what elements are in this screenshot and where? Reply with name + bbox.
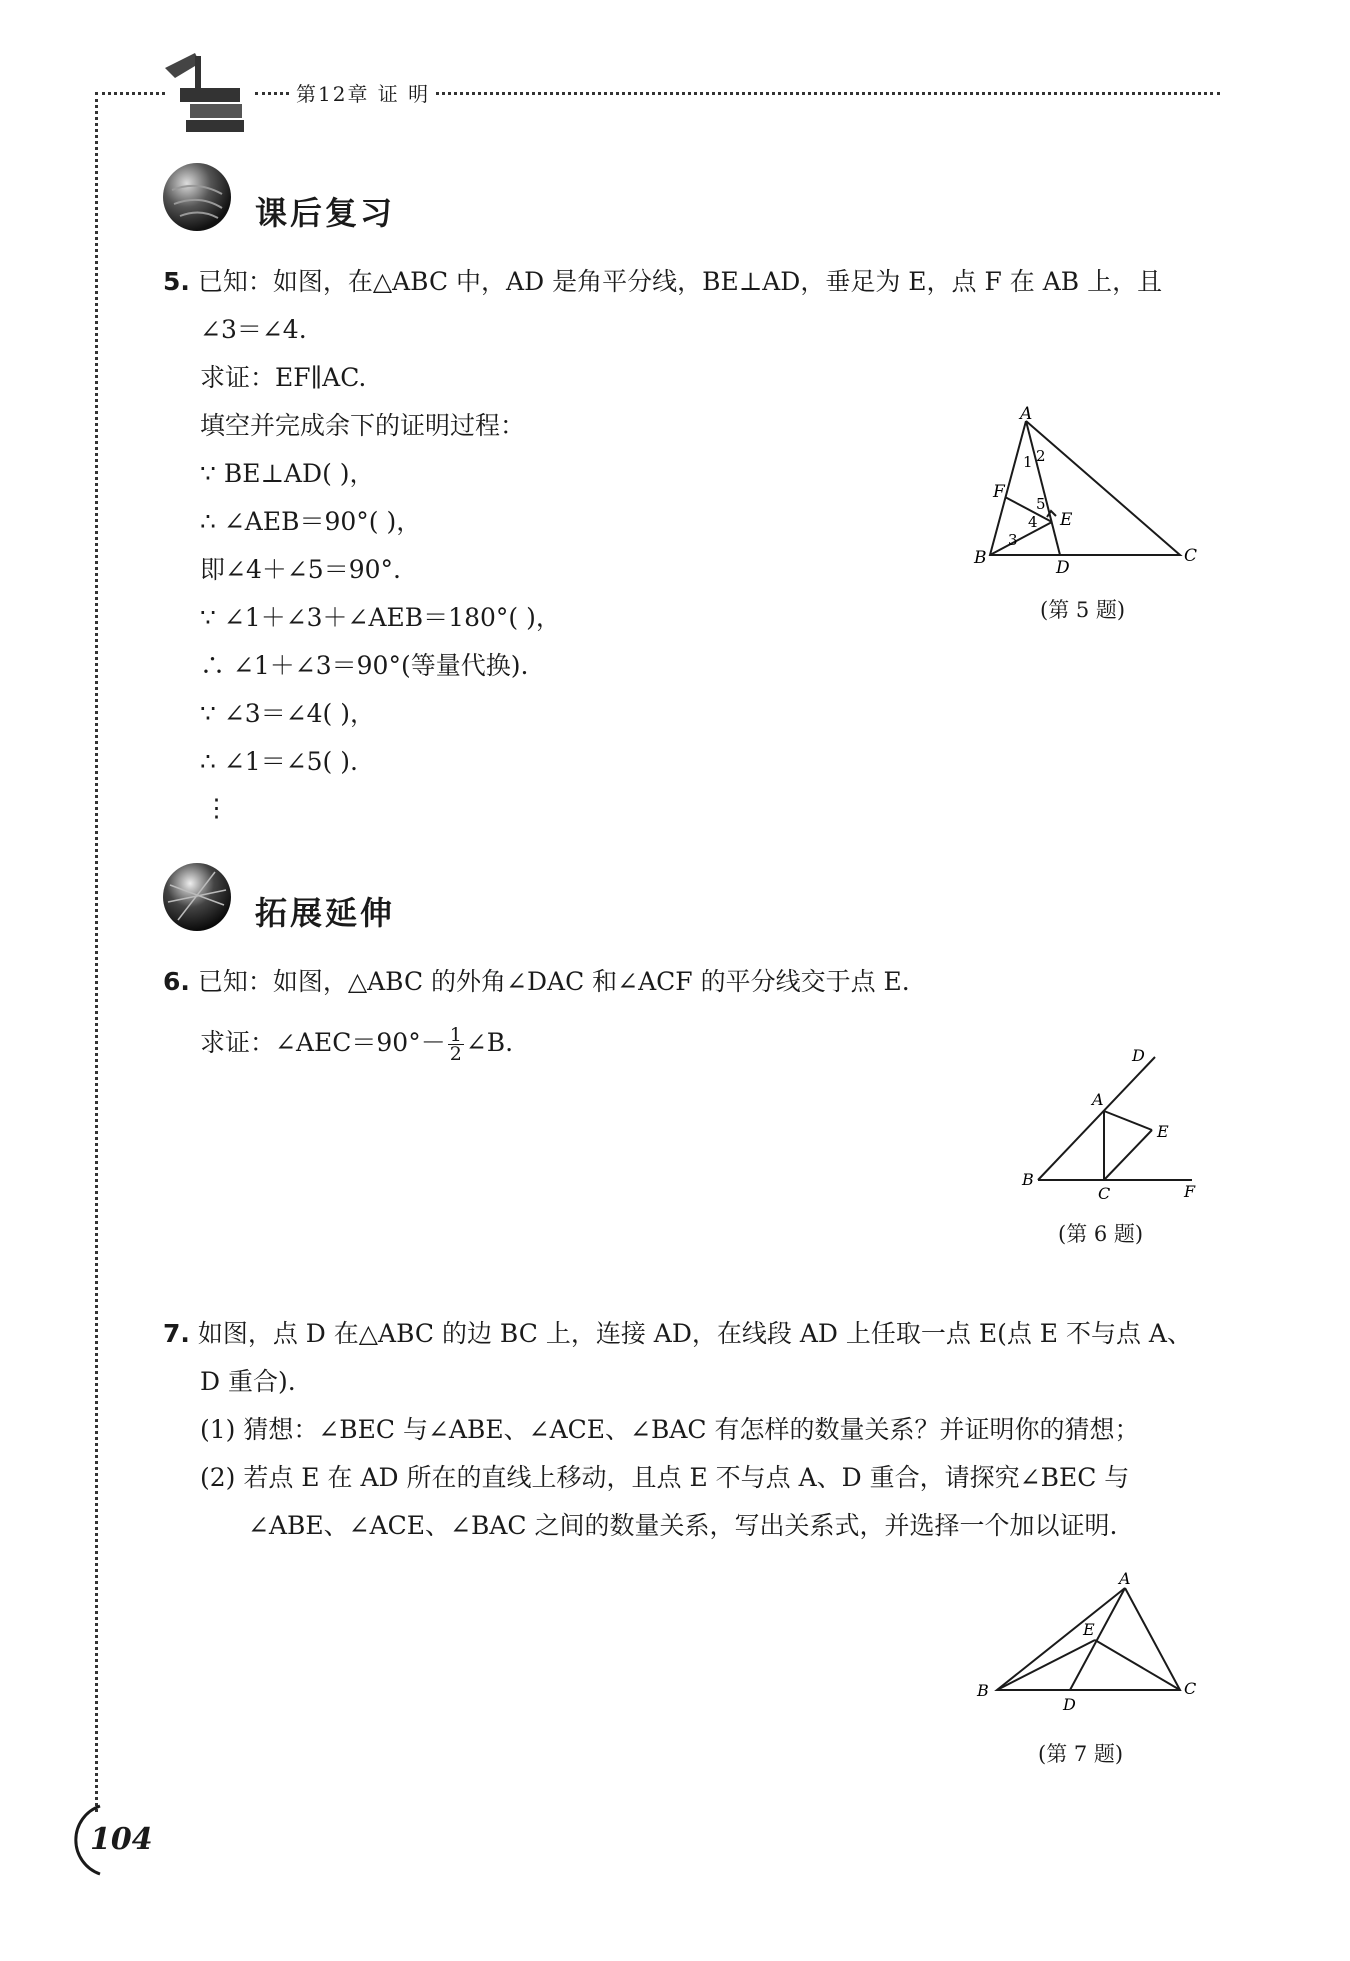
q7-part2a: (2) 若点 E 在 AD 所在的直线上移动，且点 E 不与点 A、D 重合，请探究∠BEC 与 <box>200 1463 1130 1492</box>
q5-step-4: ∵ ∠1＋∠3＋∠AEB＝180°( )， <box>200 603 561 632</box>
q6-prove-suffix: ∠B. <box>465 1028 514 1057</box>
fig7-label-E: E <box>1083 1620 1095 1639</box>
q7-number: 7. <box>163 1319 190 1348</box>
q5-line1 <box>163 266 1162 298</box>
figure-7 <box>975 1570 1210 1720</box>
fig5-label-D: D <box>1056 558 1070 578</box>
fig6-label-E: E <box>1157 1122 1169 1141</box>
q5-step-7: ∴ ∠1＝∠5( ). <box>200 747 358 776</box>
review-section-icon <box>160 160 235 235</box>
fig7-label-A: A <box>1119 1570 1131 1588</box>
fig5-angle-1: 1 <box>1023 453 1033 471</box>
q7-part2b: ∠ABE、∠ACE、∠BAC 之间的数量关系，写出关系式，并选择一个加以证明. <box>248 1511 1118 1540</box>
q7-line1 <box>163 1318 1192 1350</box>
q6-frac-num: 1 <box>449 1024 462 1046</box>
fig6-label-F: F <box>1184 1182 1196 1201</box>
q6-frac-den: 2 <box>449 1043 462 1065</box>
q5-step-6: ∵ ∠3＝∠4( )， <box>200 699 376 728</box>
fig6-label-A: A <box>1092 1090 1104 1109</box>
q6-line1 <box>163 966 910 998</box>
q5-number: 5. <box>163 267 190 296</box>
q7-part1: (1) 猜想：∠BEC 与∠ABE、∠ACE、∠BAC 有怎样的数量关系？并证明你的猜想； <box>200 1415 1140 1444</box>
fig5-angle-3: 3 <box>1008 531 1018 549</box>
fig6-label-B: B <box>1022 1170 1034 1189</box>
fig7-label-D: D <box>1063 1695 1076 1714</box>
fig5-label-F: F <box>993 482 1005 502</box>
section-title-extension: 拓展延伸 <box>255 894 396 932</box>
q7-line1-text: 如图，点 D 在△ABC 的边 BC 上，连接 AD，在线段 AD 上任取一点 E(点 E 不与点 A、 <box>197 1319 1192 1348</box>
fig6-label-D: D <box>1132 1046 1145 1065</box>
fig7-label-B: B <box>977 1681 989 1700</box>
fig5-angle-2: 2 <box>1036 447 1046 465</box>
left-margin-dots <box>95 92 98 1812</box>
q5-step-2: ∴ ∠AEB＝90°( )， <box>200 507 422 536</box>
q5-ellipsis: ⋮ <box>204 793 229 822</box>
q5-step-1: ∵ BE⊥AD( )， <box>200 459 375 488</box>
q6-line1-text: 已知：如图，△ABC 的外角∠DAC 和∠ACF 的平分线交于点 E. <box>197 967 910 996</box>
fig5-label-E: E <box>1060 510 1073 530</box>
fig5-caption: (第 5 题) <box>1040 598 1126 622</box>
chapter-logo-icon <box>150 48 260 138</box>
figure-6 <box>1020 1045 1220 1205</box>
q5-prove: 求证：EF∥AC. <box>200 363 367 392</box>
q5-line1-text: 已知：如图，在△ABC 中，AD 是角平分线，BE⊥AD，垂足为 E，点 F 在 AB 上，且 <box>197 267 1163 296</box>
q5-step-5: ∴ ∠1＋∠3＝90°(等量代换). <box>200 651 529 680</box>
fig7-label-C: C <box>1184 1679 1197 1698</box>
extension-section-icon <box>160 860 235 935</box>
fig5-label-A: A <box>1020 405 1033 424</box>
page-number: 104 <box>90 1822 153 1857</box>
fig6-label-C: C <box>1098 1184 1111 1203</box>
q6-fraction <box>448 1026 464 1063</box>
q6-prove-prefix: 求证：∠AEC＝90°－ <box>200 1028 446 1057</box>
fig5-label-C: C <box>1184 546 1198 566</box>
q5-step-3: 即∠4＋∠5＝90°. <box>200 555 401 584</box>
fig6-caption: (第 6 题) <box>1058 1222 1144 1246</box>
q7-line2: D 重合). <box>200 1367 296 1396</box>
q6-number: 6. <box>163 967 190 996</box>
fig5-label-B: B <box>974 548 987 568</box>
chapter-title: 第12章 证 明 <box>290 78 436 107</box>
fig5-angle-4: 4 <box>1028 513 1038 531</box>
q5-line2: ∠3＝∠4. <box>200 315 307 344</box>
section-title-review: 课后复习 <box>255 194 396 232</box>
q6-prove <box>200 1026 513 1063</box>
q5-instruction: 填空并完成余下的证明过程： <box>200 411 526 440</box>
fig7-caption: (第 7 题) <box>1038 1742 1124 1766</box>
figure-5 <box>970 405 1210 585</box>
fig5-angle-5: 5 <box>1036 495 1046 513</box>
